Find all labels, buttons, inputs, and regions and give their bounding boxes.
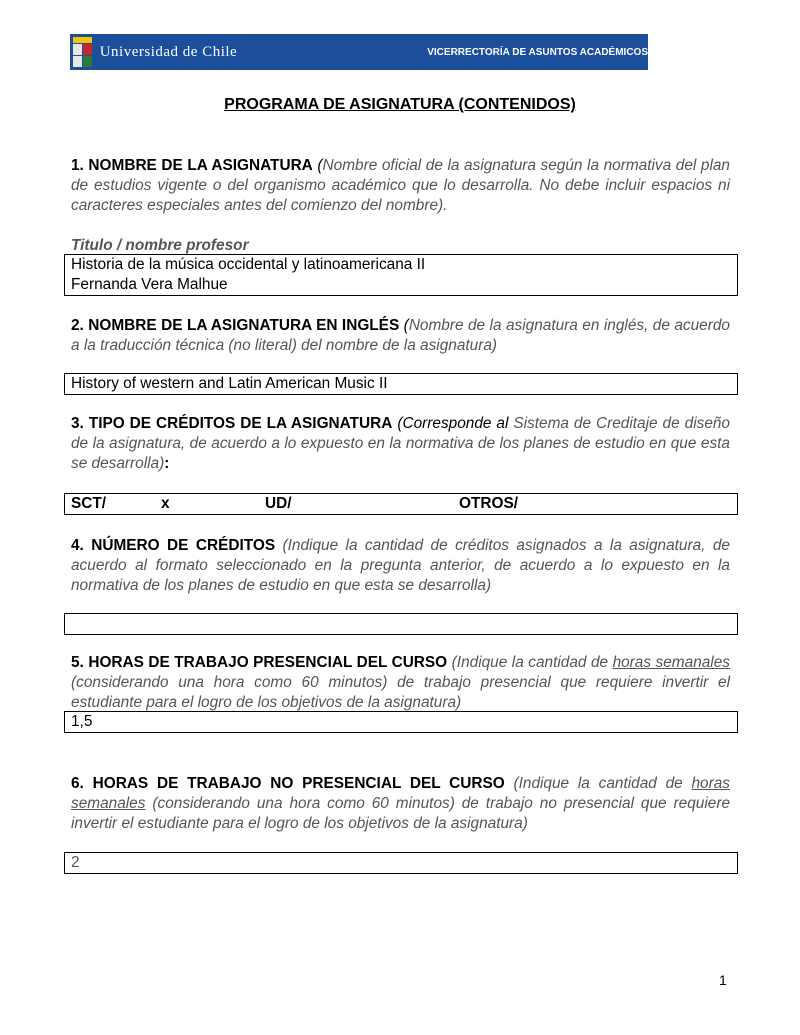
office-name: VICERRECTORÍA DE ASUNTOS ACADÉMICOS (427, 46, 648, 58)
section-1-field[interactable] (64, 254, 738, 296)
section-5-note-b: (considerando una hora como 60 minutos) de trabajo presencial que requiere invertir el estudiante para el logro de los objetivos de la asignatura) (71, 674, 730, 711)
section-5-heading: 5. HORAS DE TRABAJO PRESENCIAL DEL CURSO (71, 654, 448, 671)
section-2-heading: 2. NOMBRE DE LA ASIGNATURA EN INGLÉS (71, 317, 400, 334)
section-3-note-a: (Corresponde al (397, 415, 509, 432)
university-name: Universidad de Chile (99, 43, 238, 60)
otros-label: OTROS/ (459, 495, 518, 512)
section-3-note-b: Sistema de Creditaje de diseño de la asignatura, de acuerdo a lo expuesto en la normativa de los planes de estudio en que esta se desarrolla) (71, 415, 730, 472)
section-5-field[interactable] (64, 711, 738, 733)
ud-label: UD/ (265, 495, 292, 512)
section-1-note: Nombre oficial de la asignatura según la normativa del plan de estudios vigente o del organismo académico que lo desarrolla. No debe incluir espacios ni caracteres especiales antes del comienzo del nombre). (71, 157, 730, 214)
section-1-open-paren: ( (317, 157, 323, 174)
non-presential-hours-value: 2 (71, 854, 80, 871)
section-6-text (71, 774, 730, 834)
section-4-field[interactable] (64, 613, 738, 635)
section-1-label: Titulo / nombre profesor (71, 237, 249, 254)
section-6-note-b: (considerando una hora como 60 minutos) de trabajo no presencial que requiere invertir el estudiante para el logro de los objetivos de la asignatura) (71, 795, 730, 832)
section-2-open-paren: ( (403, 317, 409, 334)
section-2-text (71, 316, 730, 356)
page-title: PROGRAMA DE ASIGNATURA (CONTENIDOS) (224, 96, 576, 113)
section-1-label-row (71, 236, 730, 256)
section-5-note-a: (Indique la cantidad de (451, 654, 609, 671)
section-1-text (71, 156, 730, 216)
professor-name-value: Fernanda Vera Malhue (71, 276, 228, 293)
section-5-note-underlined: horas semanales (612, 654, 730, 671)
sct-label: SCT/ (71, 495, 107, 512)
section-5-text (71, 653, 730, 713)
section-4-note: (Indique la cantidad de créditos asignados a la asignatura, de acuerdo al formato seleccionado en la pregunta anterior, de acuerdo a lo expuesto en la normativa de los planes de estudio en que esta se desarrolla) (71, 537, 730, 594)
page-number: 1 (719, 972, 727, 988)
section-2-note: Nombre de la asignatura en inglés, de acuerdo a la traducción técnica (no literal) del nombre de la asignatura) (71, 317, 730, 354)
section-6-heading: 6. HORAS DE TRABAJO NO PRESENCIAL DEL CURSO (71, 775, 505, 792)
section-6-field[interactable] (64, 852, 738, 874)
course-name-value: Historia de la música occidental y latinoamericana II (71, 256, 426, 273)
section-3-text (71, 414, 730, 474)
section-3-field[interactable] (64, 493, 738, 515)
section-1-heading: 1. NOMBRE DE LA ASIGNATURA (71, 157, 313, 174)
section-3-colon: : (164, 455, 170, 472)
english-name-value: History of western and Latin American Music II (71, 375, 388, 392)
section-2-field[interactable] (64, 373, 738, 395)
section-6-note-underlined: horas semanales (71, 775, 730, 812)
section-6-note-a: (Indique la cantidad de (513, 775, 683, 792)
section-4-text (71, 536, 730, 596)
university-crest-icon (73, 37, 92, 67)
section-4-heading: 4. NÚMERO DE CRÉDITOS (71, 537, 276, 554)
section-3-heading: 3. TIPO DE CRÉDITOS DE LA ASIGNATURA (71, 415, 393, 432)
sct-mark: x (161, 495, 170, 512)
presential-hours-value: 1,5 (71, 713, 93, 730)
header-banner (70, 34, 648, 70)
